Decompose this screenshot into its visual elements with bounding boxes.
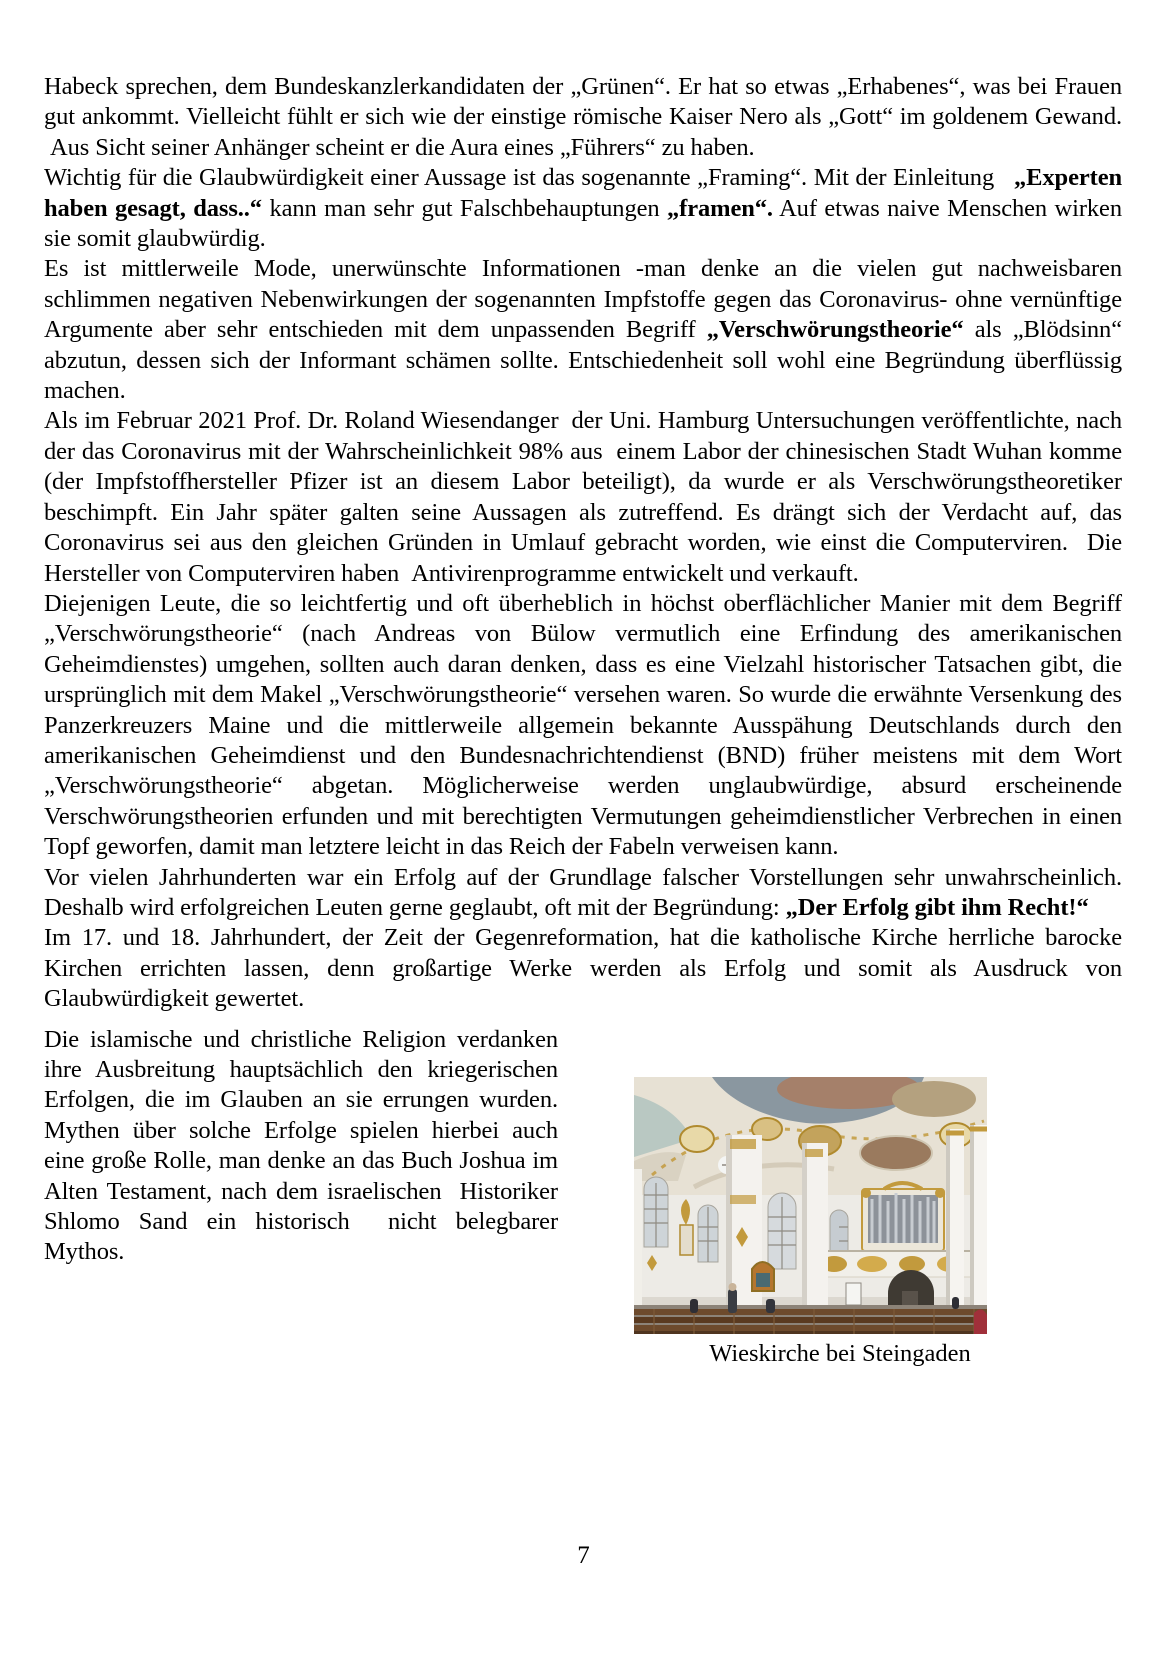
paragraph-mode [44,254,1122,406]
text-run: als „Blödsinn“ abzutun, dessen sich der Informant schämen sollte. Entschiedenheit soll wohl eine Begründung überflüssig machen. [44,316,1122,405]
paragraph-verschwoerungstheorie [44,589,1122,863]
paragraph-wiesendanger [44,406,1122,588]
page-number: 7 [577,1542,590,1569]
photo-frame [634,1077,987,1334]
text-run: kann man sehr gut Falschbehauptungen [261,194,668,222]
bold-emphasis: „Experten haben gesagt, dass..“ [44,164,1122,222]
page-footer [0,1541,1167,1571]
text-run: Im 17. und 18. Jahrhundert, der Zeit der Gegenreformation, hat die katholische Kirche herrliche barocke Kirchen errichten lassen, denn großartige Werke werden als Erfolg und somit als Ausdruck von Glaubwürdigkeit gewertet. [44,924,1122,1013]
bold-emphasis: „framen“. [667,194,773,222]
paragraph-religionen [44,1025,558,1268]
organ [861,1183,945,1251]
text-run: Wichtig für die Glaubwürdigkeit einer Aussage ist das sogenannte „Framing“. Mit der Einleitung [44,164,1015,192]
bottom-section [44,1025,1122,1369]
text-content [44,72,1122,1369]
text-run: Habeck sprechen, dem Bundeskanzlerkandidaten der „Grünen“. Er hat so etwas „Erhabenes“, was bei Frauen gut ankommt. Vielleicht fühlt er sich wie der einstige römische Kaiser Nero als „Gott“ im goldenem Gewand. Aus Sicht seiner Anhänger scheint er die Aura eines „Führers“ zu haben. [44,73,1122,161]
text-run: Auf etwas naive Menschen wirken sie somit glaubwürdig. [44,194,1122,253]
side-altar [752,1262,774,1291]
text-run: Vor vielen Jahrhunderten war ein Erfolg auf der Grundlage falscher Vorstellungen sehr unwahrscheinlich. Deshalb wird erfolgreichen Leuten gerne geglaubt, oft mit der Begründung: [44,863,1122,921]
paragraph-gegenreformation [44,923,1122,1014]
left-text-column [44,1025,558,1369]
text-run: Es ist mittlerweile Mode, unerwünschte Informationen -man denke an die vielen gut nachweisbaren schlimmen negativen Nebenwirkungen der sogenannten Impfstoffe gegen das Coronavirus- ohne vernünftige Argumente aber sehr entschieden mit dem unpassenden Begriff [44,255,1122,344]
text-run: Die islamische und christliche Religion verdanken ihre Ausbreitung hauptsächlich den kriegerischen Erfolgen, die im Glauben an sie errungen wurden. Mythen über solche Erfolge spielen hierbei auch eine große Rolle, man denke an das Buch Joshua im Alten Testament, nach dem israelischen Historiker Shlomo Sand ein historisch nicht belegbarer Mythos. [44,1025,558,1266]
bold-emphasis: „Verschwörungstheorie“ [706,316,964,344]
paragraph-erfolg [44,863,1122,924]
wieskirche-photo [634,1077,987,1334]
photo-caption: Wieskirche bei Steingaden [709,1339,971,1367]
text-run: Als im Februar 2021 Prof. Dr. Roland Wiesendanger der Uni. Hamburg Untersuchungen veröffentlichte, nach der das Coronavirus mit der Wahrscheinlichkeit 98% aus einem Labor der chinesischen Stadt Wuhan komme (der Impfstoffhersteller Pfizer ist an diesem Labor beteiligt), da wurde er als Verschwörungstheoretiker beschimpft. Ein Jahr später galten seine Aussagen als zutreffend. Es drängt sich der Verdacht auf, das Coronavirus sei aus den gleichen Gründen in Umlauf gebracht worden, wie einst die Computerviren. Die Hersteller von Computerviren haben Antivirenprogramme entwickelt und verkauft. [44,407,1122,587]
bold-emphasis: „Der Erfolg gibt ihm Recht!“ [785,893,1089,921]
photo-column [558,1025,1122,1369]
text-run: Diejenigen Leute, die so leichtfertig und oft überheblich in höchst oberflächlicher Manier mit dem Begriff „Verschwörungstheorie“ (nach Andreas von Bülow vermutlich eine Erfindung des amerikanischen Geheimdienstes) umgehen, sollten auch daran denken, dass es eine Vielzahl historischer Tatsachen gibt, die ursprünglich mit dem Makel „Verschwörungstheorie“ versehen waren. So wurde die erwähnte Versenkung des Panzerkreuzers Maine und die mittlerweile allgemein bekannte Ausspähung Deutschlands durch den amerikanischen Geheimdienst und den Bundesnachrichtendienst (BND) früher meistens mit dem Wort „Verschwörungstheorie“ abgetan. Möglicherweise werden unglaubwürdige, absurd erscheinende Verschwörungstheorien erfunden und mit berechtigten Vermutungen geheimdienstlicher Verbrechen in einen Topf geworfen, damit man letztere leicht in das Reich der Fabeln verweisen kann. [44,589,1122,861]
paragraph-habeck [44,72,1122,163]
pews [634,1309,987,1334]
paragraph-framing [44,163,1122,254]
